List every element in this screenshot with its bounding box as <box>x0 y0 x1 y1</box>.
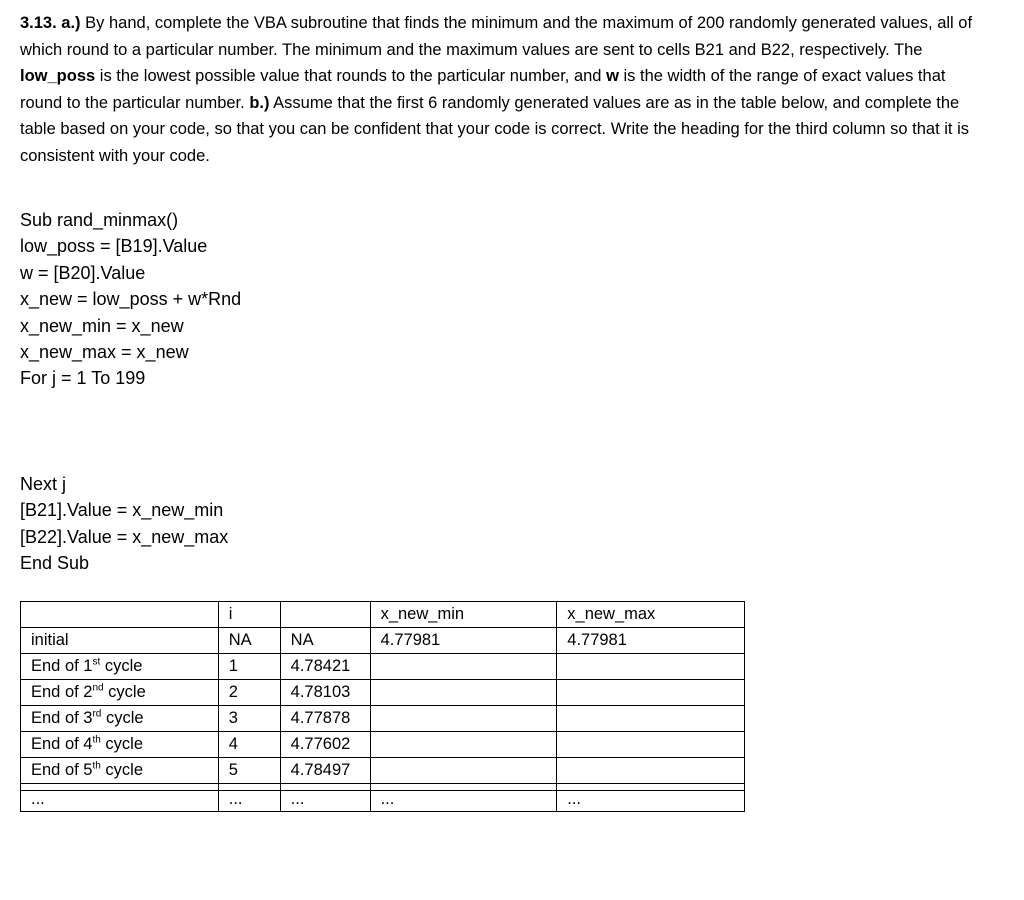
cell-i: 2 <box>218 680 280 706</box>
cell-x: NA <box>280 628 370 654</box>
ellipsis-cell: ... <box>218 791 280 812</box>
header-cell-third-column <box>280 602 370 628</box>
row-label: End of 1st cycle <box>21 654 219 680</box>
cell-x: 4.77602 <box>280 732 370 758</box>
w-term: w <box>606 67 619 85</box>
code-line: low_poss = [B19].Value <box>20 236 208 257</box>
cell-x: 4.78421 <box>280 654 370 680</box>
cell-max <box>557 758 745 784</box>
table-ellipsis-row <box>21 791 745 812</box>
cell-max <box>557 732 745 758</box>
cell-max <box>557 654 745 680</box>
cell-min <box>370 758 557 784</box>
table-row <box>21 706 745 732</box>
cell-x: 4.77878 <box>280 706 370 732</box>
code-line: End Sub <box>20 553 90 574</box>
cell-min <box>370 680 557 706</box>
cell-i: 3 <box>218 706 280 732</box>
code-line: Next j <box>20 474 67 494</box>
part-a-text-1: By hand, complete the VBA subroutine that finds the minimum and the maximum of 200 randomly generated values, all of which round to a particular number. The minimum and the maximum values are sent to cells B21 and B22, respectively. The <box>20 14 973 59</box>
code-block-top <box>20 207 241 392</box>
ellipsis-cell: ... <box>370 791 557 812</box>
cell-x: 4.78103 <box>280 680 370 706</box>
header-cell: x_new_max <box>557 602 745 628</box>
row-label: End of 4th cycle <box>21 732 219 758</box>
cell-x: 4.78497 <box>280 758 370 784</box>
table-header-row <box>21 602 745 628</box>
part-a-text-2: is the lowest possible value that rounds to the particular number, and <box>95 67 607 85</box>
row-label: End of 3rd cycle <box>21 706 219 732</box>
code-line: x_new = low_poss + w*Rnd <box>20 289 242 310</box>
header-cell <box>21 602 219 628</box>
code-line: x_new_max = x_new <box>20 341 189 362</box>
row-label: End of 2nd cycle <box>21 680 219 706</box>
part-a-text-3: is the width of the range of exact values that round to the particular number. <box>20 67 946 112</box>
cell-min <box>370 706 557 732</box>
cell-i: NA <box>218 628 280 654</box>
header-cell: i <box>218 602 280 628</box>
ellipsis-cell: ... <box>280 791 370 812</box>
cell-i: 4 <box>218 732 280 758</box>
cell-min: 4.77981 <box>370 628 557 654</box>
cell-max: 4.77981 <box>557 628 745 654</box>
problem-number: 3.13. <box>20 14 57 32</box>
cell-min <box>370 732 557 758</box>
code-line: [B21].Value = x_new_min <box>20 500 224 521</box>
code-block-bottom <box>20 471 228 577</box>
table-row <box>21 680 745 706</box>
table-row <box>21 732 745 758</box>
part-b-text: Assume that the first 6 randomly generated values are as in the table below, and complete the table based on your code, so that you can be confident that your code is correct. Write the heading for the third column so that it is consistent with your code. <box>20 93 969 165</box>
ellipsis-cell: ... <box>21 791 219 812</box>
header-cell: x_new_min <box>370 602 557 628</box>
part-b-label: b.) <box>249 93 270 112</box>
table-row <box>21 758 745 784</box>
cell-max <box>557 706 745 732</box>
cell-max <box>557 680 745 706</box>
code-line: w = [B20].Value <box>20 262 146 283</box>
code-line: [B22].Value = x_new_max <box>20 526 229 547</box>
problem-statement <box>20 10 990 169</box>
table-row <box>21 628 745 654</box>
code-line: Sub rand_minmax() <box>20 210 179 230</box>
cell-i: 5 <box>218 758 280 784</box>
code-line: x_new_min = x_new <box>20 315 184 336</box>
code-line: For j = 1 To 199 <box>20 368 146 389</box>
table-row <box>21 654 745 680</box>
row-label: End of 5th cycle <box>21 758 219 784</box>
trace-table <box>20 601 745 812</box>
ellipsis-cell: ... <box>557 791 745 812</box>
cell-i: 1 <box>218 654 280 680</box>
part-a-label: a.) <box>61 14 81 32</box>
row-label: initial <box>21 628 219 654</box>
low-poss-term: low_poss <box>20 67 96 85</box>
cell-min <box>370 654 557 680</box>
